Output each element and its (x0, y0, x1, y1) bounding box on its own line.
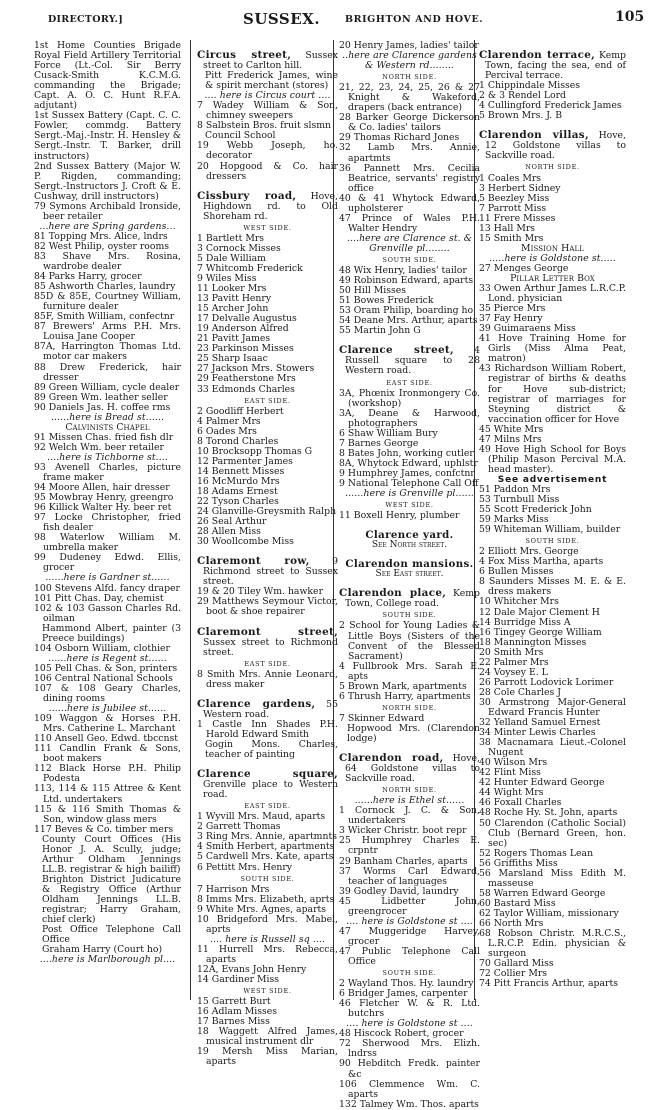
directory-entry: Gogin Mons. Charles, teacher of painting (205, 739, 338, 761)
directory-entry: 29 Matthews Seymour Victor, boot & shoe repairer (197, 596, 338, 618)
directory-entry: 37 Fay Henry (479, 313, 543, 325)
street-heading: Clarendon mansions. (345, 558, 474, 571)
directory-entry: 29 Featherstone Mrs (197, 373, 296, 385)
directory-entry: 7 Barnes George (339, 437, 419, 449)
side-label: WEST SIDE. (243, 223, 292, 232)
directory-entry: 8 Saunders Misses M. E. & E. dress makers (479, 576, 626, 598)
directory-entry: 32 Yelland Samuel Ernest (479, 717, 601, 729)
directory-entry: 52 Rogers Thomas Lean (479, 847, 594, 859)
directory-entry: 4 Smith Herbert, apartments (197, 841, 335, 853)
directory-entry: 11 Hurrell Mrs. Rebecca, aparts (197, 943, 338, 965)
side-label: WEST SIDE. (243, 987, 292, 996)
cross-street-marker: .... here is Goldstone st .... (346, 915, 473, 927)
directory-entry: 28 Allen Miss (197, 526, 261, 538)
directory-entry: 39 Guimaraens Miss (479, 323, 576, 335)
directory-entry: 110 Ansell Geo. Edwd. tbccnst (34, 733, 179, 745)
directory-entry: 14 Burridge Miss A (479, 616, 571, 628)
side-label: NORTH SIDE. (525, 163, 580, 172)
directory-entry: 33 Edmonds Charles (197, 383, 295, 395)
directory-entry: 25 Humphrey Charles E. crpntr (339, 835, 480, 857)
directory-entry: Hopwood Mrs. (Clarendon lodge) (347, 722, 480, 744)
directory-entry: 66 North Mrs (479, 917, 544, 929)
directory-entry: 106 Clemmence Wm. C. aparts (339, 1078, 480, 1100)
directory-entry: 16 McMurdo Mrs (197, 475, 280, 487)
directory-entry: 70 Gallard Miss (479, 958, 554, 970)
directory-entry: 22 Palmer Mrs (479, 656, 549, 668)
running-head-left: DIRECTORY.] (48, 14, 123, 25)
directory-entry: 4 Palmer Mrs (197, 415, 261, 427)
directory-entry: 17 Delvalle Augustus (197, 313, 297, 325)
directory-entry: 15 Smith Mrs (479, 232, 544, 244)
directory-entry: 6 Pettitt Mrs. Henry (197, 861, 293, 873)
page-number: 105 (615, 9, 645, 25)
directory-entry: 45 White Mrs (479, 423, 544, 435)
directory-entry: 55 Scott Frederick John (479, 504, 592, 516)
running-head-town: BRIGHTON AND HOVE. (345, 14, 484, 25)
directory-entry: 41 Hove Training Home for Girls (Miss Alma Peat, matron) (479, 333, 626, 365)
directory-entry: 47 Public Telephone Call Office (339, 945, 480, 967)
street-heading (197, 699, 338, 720)
directory-entry: 19 Webb Joseph, ho. decorator (197, 140, 338, 162)
directory-entry: 12 Dale Major Clement H (479, 606, 600, 618)
directory-entry: 2 Goodliff Herbert (197, 405, 284, 417)
running-head-county: SUSSEX. (243, 10, 321, 28)
directory-entry: 58 Warren Edward George (479, 887, 606, 899)
directory-entry: 87 Brewers' Arms P.H. Mrs. Louisa Jane Cooper (34, 321, 181, 343)
directory-entry: Council School (205, 130, 276, 142)
directory-entry: 34 Minter Lewis Charles (479, 727, 596, 739)
street-description: Kemp Town, facing the sea, end of Percival terrace. (485, 50, 626, 82)
directory-entry: 5 Cardwell Mrs. Kate, aparts (197, 851, 334, 863)
directory-entry: 89 Green William, cycle dealer (34, 381, 180, 393)
cross-street-marker: ..here are Clarence gardens & Western rd........ (342, 50, 477, 72)
directory-entry: 12 Parmenter James (197, 455, 293, 467)
directory-entry: 112 Black Horse P.H. Philip Podesta (34, 763, 181, 785)
directory-entry: 117 Beves & Co. timber mers (34, 823, 174, 835)
cross-street-marker: ...here are Spring gardens... (39, 220, 176, 232)
directory-entry: 6 Bridger James, carpenter (339, 988, 468, 1000)
advertisement-note: See advertisement (497, 474, 608, 485)
directory-entry: 10 Whitcher Mrs (479, 596, 559, 608)
directory-entry: 113, 114 & 115 Attree & Kent Ltd. undertakers (34, 783, 181, 805)
street-heading (197, 50, 338, 71)
directory-entry: 25 Sharp Isaac (197, 353, 268, 365)
directory-entry: 3A, Phœnix Ironmongery Co. (workshop) (339, 387, 480, 409)
directory-entry: 39 Godley David, laundry (339, 885, 459, 897)
directory-entry: 26 Parrott Lodovick Lorimer (479, 676, 614, 688)
street-description: Kemp Town, College road. (345, 588, 480, 610)
street-heading (197, 556, 338, 587)
directory-entry: 35 Pierce Mrs (479, 303, 546, 315)
directory-entry: 54 Deane Mrs. Arthur, aparts (339, 315, 478, 327)
cross-street-marker: ....here is Marlborough pl.... (39, 954, 176, 966)
directory-entry: 3 Wicker Christr. boot repr (339, 825, 467, 837)
directory-entry: 8 Imms Mrs. Elizabeth, aprts (197, 893, 335, 905)
directory-entry: 106 Central National Schools (34, 672, 173, 684)
directory-entry: 5 Brown Mrs. J. B (479, 110, 563, 122)
directory-entry: 105 Pell Chas. & Son, printers (34, 662, 178, 674)
directory-entry: 10 Bridgeford Mrs. Mabel, aprts (197, 913, 338, 935)
side-label: EAST SIDE. (244, 802, 291, 811)
directory-entry: 72 Sherwood Mrs. Elizh. lndrss (339, 1038, 480, 1060)
directory-entry: 9 National Telephone Call Off (339, 477, 479, 489)
directory-entry: 50 Clarendon (Catholic Social) Club (Bernard Green, hon. sec) (479, 817, 626, 849)
directory-entry: 12A, Evans John Henry (197, 963, 307, 975)
directory-entry: 90 Daniels Jas. H. coffee rms (34, 401, 171, 413)
directory-entry: 3 Herbert Sidney (479, 182, 561, 194)
directory-entry: 27 Menges George (479, 262, 569, 274)
directory-entry: 4 Cullingford Frederick James (479, 100, 622, 112)
directory-entry: 91 Missen Chas. fried fish dlr (34, 431, 174, 443)
directory-entry: 37 Worms Carl Edward, teacher of languages (339, 865, 480, 887)
directory-entry: 6 Bullen Misses (479, 566, 554, 578)
directory-entry: 11 Looker Mrs (197, 283, 267, 295)
directory-entry: 27 Jackson Mrs. Stowers (197, 363, 315, 375)
directory-entry: 32 Lamb Mrs. Annie, apartmts (339, 142, 480, 164)
street-description: Sussex street to Carlton hill. (203, 50, 338, 72)
directory-entry: 93 Avenell Charles, picture frame maker (34, 461, 181, 484)
directory-entry: 8 Torond Charles (197, 435, 279, 447)
street-name: Clarence gardens, (197, 697, 316, 710)
directory-entry: 1 Coales Mrs (479, 172, 542, 184)
directory-entry: 30 Woollcombe Miss (197, 536, 294, 548)
side-label: SOUTH SIDE. (525, 537, 580, 546)
directory-entry: 55 Martin John G (339, 325, 421, 337)
directory-entry: 62 Taylor William, missionary (479, 907, 619, 919)
directory-entry: 24 Glanville-Greysmith Ralph (197, 506, 337, 518)
directory-column-3 (339, 41, 480, 1110)
street-name: Claremont street, (197, 625, 338, 638)
side-label: EAST SIDE. (244, 659, 291, 668)
directory-entry: 3 Cornock Misses (197, 242, 281, 254)
directory-entry: 5 Beezley Miss (479, 192, 550, 204)
directory-entry: 43 Richardson William Robert, registrar of births & deaths for Hove sub-district; registrar of marriages for Steyning district & vaccination officer for Hove (479, 363, 626, 425)
directory-entry: 3A, Deane & Harwood, photographers (339, 407, 480, 429)
directory-entry: 82 West Philip, oyster rooms (34, 240, 170, 252)
directory-column-2 (197, 41, 338, 1067)
directory-entry: 95 Mowbray Henry, greengro (34, 492, 174, 504)
directory-entry: 81 Topping Mrs. Alice, lndrs (34, 230, 168, 242)
directory-entry: 1 Bartlett Mrs (197, 232, 265, 244)
directory-entry: 47 Milns Mrs (479, 433, 542, 445)
directory-entry: 56 Griffiths Miss (479, 857, 558, 869)
side-label: NORTH SIDE. (382, 703, 437, 712)
directory-entry: 30 Armstrong Major-General Edward Francis Hunter (479, 696, 626, 718)
landmark-label: Calvinists Chapel (65, 421, 150, 433)
directory-entry: 99 Dudeney Edwd. Ellis, grocer (34, 552, 181, 574)
directory-entry: 46 Fletcher W. & R. Ltd. butchrs (339, 998, 480, 1020)
directory-entry: 10 Brocksopp Thomas G (197, 445, 313, 457)
directory-entry: 11 Frere Misses (479, 212, 556, 224)
directory-entry: 8 Bates John, working cutler (339, 447, 474, 459)
street-name: Clarendon villas, (479, 129, 589, 142)
directory-entry: 109 Waggon & Horses P.H. Mrs. Catherine L. Marchant (34, 713, 181, 735)
directory-entry: 100 Stevens Alfd. fancy draper (34, 582, 180, 594)
directory-entry: 46 Foxall Charles (479, 797, 562, 809)
directory-entry: County Court Offices (His Honor J. A. Scully, judge; Arthur Oldham Jennings LL.B. registrar & high bailiff) (42, 833, 181, 875)
street-description: Grenville place to Western road. (203, 779, 338, 801)
directory-entry: 89 Green Wm. leather seller (34, 391, 168, 403)
side-label: SOUTH SIDE. (240, 874, 295, 883)
directory-column-1 (34, 41, 181, 965)
street-description: Hove, 12 Goldstone villas to Sackville road. (485, 130, 626, 162)
column-rule (190, 40, 191, 1000)
directory-entry: 59 Marks Miss (479, 514, 549, 526)
cross-street-marker: ......here is Jubilee st...... (48, 703, 167, 715)
directory-entry: 5 Dale William (197, 252, 266, 264)
directory-entry: 51 Paddon Mrs (479, 483, 551, 495)
directory-entry: 9 Wiles Miss (197, 272, 257, 284)
directory-entry: 111 Candlin Frank & Sons, boot makers (34, 743, 181, 765)
street-name: Cissbury road, (197, 189, 297, 202)
directory-entry: 1 Cornock J. C. & Son, undertakers (339, 805, 480, 827)
directory-entry: 15 Garrett Burt (197, 996, 271, 1008)
directory-entry: 28 Barker George Dickerson & Co. ladies' tailors (339, 112, 480, 134)
street-description: 4 Russell square to 28 Western road. (345, 345, 480, 377)
directory-entry: 56 Marsland Miss Edith M. masseuse (479, 867, 626, 889)
cross-street-marker: .... here is Russell sq .... (209, 933, 326, 945)
directory-entry: 101 Pitt Chas. Day, chemist (34, 592, 164, 604)
directory-entry: 90 Hebditch Fredk. painter &c (339, 1058, 480, 1080)
directory-entry: 18 Waggett Alfred James, musical instrument dlr (197, 1026, 338, 1048)
directory-entry: 47 Muggeridge Harvey, grocer (339, 925, 480, 947)
side-label: WEST SIDE. (385, 501, 434, 510)
street-heading (339, 753, 480, 784)
directory-entry: 8 Salbstein Bros. fruit slsmn (197, 120, 332, 132)
street-description: Hove, Highdown rd. to Old Shoreham rd. (203, 190, 338, 222)
directory-entry: 7 Harrison Mrs (197, 883, 270, 895)
directory-column-4 (479, 41, 626, 989)
directory-entry: 38 Macnamara Lieut.-Colonel Nugent (479, 737, 626, 759)
directory-entry: 40 & 41 Whytock Edward, upholsterer (339, 192, 480, 214)
directory-entry: 104 Osborn William, clothier (34, 642, 171, 654)
directory-entry: 29 Banham Charles, aparts (339, 855, 468, 867)
directory-entry: 7 Whitcomb Frederick (197, 262, 303, 274)
directory-entry: 115 & 116 Smith Thomas & Son, window glass mers (34, 803, 181, 825)
cross-street-marker: ....here are Clarence st. & Grenville pl........ (346, 232, 473, 254)
directory-entry: 85F, Smith William, confectnr (34, 311, 175, 323)
directory-entry: 2nd Sussex Battery (Major W. P. Rigden, commanding; Sergt.-Instructors J. Croft & E. Cushway, drill instructors) (34, 160, 181, 202)
directory-entry: 94 Moore Allen, hair dresser (34, 482, 170, 494)
directory-entry: 88 Drew Frederick, hair dresser (34, 361, 181, 383)
street-name: Circus street, (197, 49, 292, 61)
directory-entry: 48 Hiscock Robert, grocer (339, 1028, 464, 1040)
directory-entry: 14 Gardiner Miss (197, 974, 280, 986)
cross-street-marker: ......here is Gardner st...... (45, 572, 170, 584)
directory-entry: 107 & 108 Geary Charles, dining rooms (34, 683, 181, 705)
cross-reference: See East street. (375, 569, 444, 580)
cross-street-marker: .....here is Goldstone st..... (489, 252, 616, 264)
directory-entry: 26 Seal Arthur (197, 516, 267, 528)
directory-entry: 98 Waterlow William M. umbrella maker (34, 532, 181, 554)
directory-entry: 6 Shaw William Bury (339, 427, 438, 439)
directory-entry: Post Office Telephone Call Office (42, 924, 181, 946)
directory-entry: 5 Brown Mark, apartments (339, 680, 467, 692)
directory-entry: 85 Ashworth Charles, laundry (34, 281, 176, 293)
directory-entry: 22 Tyson Charles (197, 496, 279, 508)
directory-entry: 4 Fullbrook Mrs. Sarah E. apts (339, 660, 480, 682)
directory-entry: 16 Adlam Misses (197, 1006, 278, 1018)
side-label: NORTH SIDE. (382, 786, 437, 795)
directory-entry: 7 Parrott Miss (479, 202, 547, 214)
directory-entry: 2 & 3 Rendel Lord (479, 90, 567, 102)
directory-entry: Pitt Frederick James, wine & spirit merchant (stores) (205, 70, 338, 92)
side-label: SOUTH SIDE. (382, 969, 437, 978)
directory-entry: 19 & 20 Tiley Wm. hawker (197, 586, 324, 598)
directory-entry: 20 Hopgood & Co. hair dressers (197, 160, 338, 182)
directory-entry: 3 Ring Mrs. Annie, apartmnts (197, 831, 337, 843)
street-name: Claremont row, (197, 555, 310, 568)
directory-entry: 33 Owen Arthur James L.R.C.P. Lond. physician (479, 283, 626, 305)
directory-entry: 49 Hove High School for Boys (Philip Mason Percival M.A. head master). (479, 443, 626, 475)
street-description: 55 Western road. (203, 698, 338, 720)
street-heading (197, 191, 338, 222)
directory-entry: 92 Welch Wm. beer retailer (34, 441, 164, 453)
directory-entry: 20 Smith Mrs (479, 646, 544, 658)
directory-entry: 8A, Whytock Edward, uphlstr (339, 457, 478, 469)
side-label: SOUTH SIDE. (382, 255, 437, 264)
directory-entry: 24 Voysey E. L (479, 666, 548, 678)
directory-entry: 8 Smith Mrs. Annie Leonard, dress maker (197, 668, 338, 690)
directory-entry: 9 White Mrs. Agnes, aparts (197, 903, 327, 915)
directory-entry: 1 Wyvill Mrs. Maud, aparts (197, 811, 326, 823)
directory-entry: 15 Archer John (197, 303, 269, 315)
directory-entry: 53 Oram Philip, boarding ho (339, 305, 474, 317)
directory-entry: 16 Tingey George William (479, 626, 602, 638)
directory-entry: 85D & 85E, Courtney William, furniture dealer (34, 291, 181, 313)
street-heading (197, 769, 338, 800)
street-name: Clarence street, (339, 344, 454, 357)
directory-entry: 40 Wilson Mrs (479, 757, 548, 769)
directory-entry: 19 Anderson Alfred (197, 323, 289, 335)
directory-entry: 84 Parks Harry, grocer (34, 271, 142, 283)
directory-entry: 23 Parkinson Misses (197, 343, 294, 355)
directory-entry: Graham Harry (Court ho) (42, 944, 163, 956)
landmark-label: Mission Hall (521, 242, 584, 254)
directory-entry: 7 Wadey William & Son, chimney sweepers (197, 100, 338, 122)
directory-entry: 48 Roche Hy. St. John, aparts (479, 807, 618, 819)
directory-entry: 6 Oades Mrs (197, 425, 257, 437)
cross-reference: See North street. (371, 540, 448, 551)
directory-entry: 42 Hunter Edward George (479, 777, 605, 789)
directory-entry: 44 Wight Mrs (479, 787, 544, 799)
directory-entry: 18 Mannington Misses (479, 636, 587, 648)
directory-entry: 96 Killick Walter Hy. beer ret (34, 502, 172, 514)
street-heading (479, 50, 626, 81)
directory-entry: 48 Wix Henry, ladies' tailor (339, 265, 467, 277)
directory-entry: 50 Hill Misses (339, 285, 407, 297)
directory-entry: 132 Talmey Wm. Thos. aparts (339, 1098, 479, 1110)
directory-entry: 11 Boxell Henry, plumber (339, 510, 460, 522)
directory-entry: 51 Bowes Frederick (339, 295, 434, 307)
directory-entry: 4 Fox Miss Martha, aparts (479, 556, 604, 568)
side-label: SOUTH SIDE. (382, 611, 437, 620)
directory-entry: 19 Mersh Miss Marian, aparts (197, 1046, 338, 1068)
street-name: Clarendon road, (339, 752, 444, 765)
street-name: Clarendon terrace, (479, 49, 596, 61)
directory-entry: 1st Home Counties Brigade Royal Field Artillery Territorial Force (Lt.-Col. Sir Berry Cusack-Smith K.C.M.G. commanding the Brigade; Capt. A. O. C. Hunt R.F.A. adjutant) (34, 40, 181, 112)
directory-entry: 53 Turnbull Miss (479, 494, 560, 506)
directory-entry: 7 Skinner Edward (339, 712, 425, 724)
cross-street-marker: ......here is Ethel st...... (354, 795, 465, 807)
directory-entry: 6 Thrush Harry, apartments (339, 690, 471, 702)
directory-entry: 59 Whiteman William, builder (479, 524, 621, 536)
directory-entry: 28 Cole Charles J (479, 686, 561, 698)
directory-entry: 17 Barnes Miss (197, 1016, 270, 1028)
directory-entry: 9 Humphrey James, confctnr (339, 467, 475, 479)
directory-entry: 49 Robinson Edward, aparts (339, 275, 474, 287)
directory-entry: 1st Sussex Battery (Capt. C. C. Fowler, commdg. Battery Sergt.-Maj.-Instr. H. Hensley & Sergt.-Instr. T. Barker, drill instructors) (34, 110, 181, 162)
street-heading (479, 130, 626, 161)
directory-entry: 2 Garrett Thomas (197, 821, 281, 833)
directory-entry: 21 Pavitt James (197, 333, 271, 345)
directory-entry: 74 Pitt Francis Arthur, aparts (479, 978, 618, 990)
directory-entry: Hammond Albert, painter (3 Preece buildings) (42, 622, 181, 644)
directory-entry: 13 Hall Mrs (479, 222, 536, 234)
directory-entry: 60 Bastard Miss (479, 897, 556, 909)
cross-street-marker: ......here is Regent st...... (48, 652, 167, 664)
street-description: 9 Richmond street to Sussex street. (203, 556, 338, 588)
directory-entry: 2 Wayland Thos. Hy. laundry (339, 978, 474, 990)
directory-entry: 83 Shave Mrs. Rosina, wardrobe dealer (34, 250, 181, 273)
street-heading: Clarence yard. (365, 529, 454, 542)
directory-entry: 47 Prince of Wales P.H. Walter Hendry (339, 212, 480, 234)
directory-entry: 18 Adams Ernest (197, 485, 278, 497)
directory-entry: 97 Locke Christopher, fried fish dealer (34, 512, 181, 534)
directory-entry: 20 Henry James, ladies' tailor (339, 40, 479, 51)
street-heading (339, 345, 480, 376)
directory-entry: 45 Lidbetter John, greengrocer (339, 895, 480, 917)
directory-entry: 29 Thomas Richard Jones (339, 132, 460, 144)
directory-entry: 79 Symons Archibald Ironside, beer retailer (34, 200, 181, 222)
side-label: EAST SIDE. (386, 378, 433, 387)
cross-street-marker: ....here is Tichborne st.... (47, 451, 168, 463)
directory-entry: 87A, Harrington Thomas Ltd. motor car makers (34, 341, 181, 363)
street-heading (339, 588, 480, 609)
directory-entry: 68 Robson Christr. M.R.C.S., L.R.C.P. Edin. physician & surgeon (479, 928, 626, 960)
directory-entry: 13 Pavitt Henry (197, 293, 272, 305)
cross-street-marker: ......here is Grenville pl...... (345, 488, 474, 500)
cross-street-marker: .... here is Goldstone st .... (346, 1018, 473, 1030)
cross-street-marker: .... here is Circus court .... (204, 90, 331, 102)
directory-entry: 36 Pannett Mrs. Cecilia Beatrice, servants' registry office (339, 162, 480, 194)
directory-entry: 42 Flint Miss (479, 767, 541, 779)
directory-entry: 102 & 103 Gasson Charles Rd. oilman (34, 602, 181, 624)
directory-entry: 2 Elliott Mrs. George (479, 546, 579, 558)
page-header (0, 8, 655, 28)
directory-entry: Brighton District Judicature & Registry Office (Arthur Oldham Jennings LL.B. registrar; Harry Graham, chief clerk) (42, 873, 181, 926)
directory-entry: 21, 22, 23, 24, 25, 26 & 27 Knight & Wakeford, drapers (back entrance) (339, 82, 480, 114)
directory-entry: 1 Chippindale Misses (479, 80, 581, 92)
directory-entry: 72 Collier Mrs (479, 968, 548, 980)
directory-entry: 14 Bennett Misses (197, 465, 285, 477)
directory-entry: 1 Castle Inn Shades P.H. Harold Edward Smith (197, 718, 338, 740)
directory-entry: 2 School for Young Ladies & Little Boys (Sisters of the Convent of the Blessed Sacrament) (339, 620, 480, 662)
cross-street-marker: ......here is Bread st...... (50, 411, 165, 423)
street-name: Clarence square, (197, 768, 338, 781)
street-description: Hove, 64 Goldstone villas to Sackville road. (345, 753, 480, 785)
side-label: EAST SIDE. (244, 396, 291, 405)
street-description: Sussex street to Richmond street. (203, 636, 338, 658)
street-heading (197, 627, 338, 658)
street-name: Clarendon place, (339, 587, 447, 600)
landmark-label: Pillar Letter Box (510, 272, 595, 284)
side-label: NORTH SIDE. (382, 73, 437, 82)
